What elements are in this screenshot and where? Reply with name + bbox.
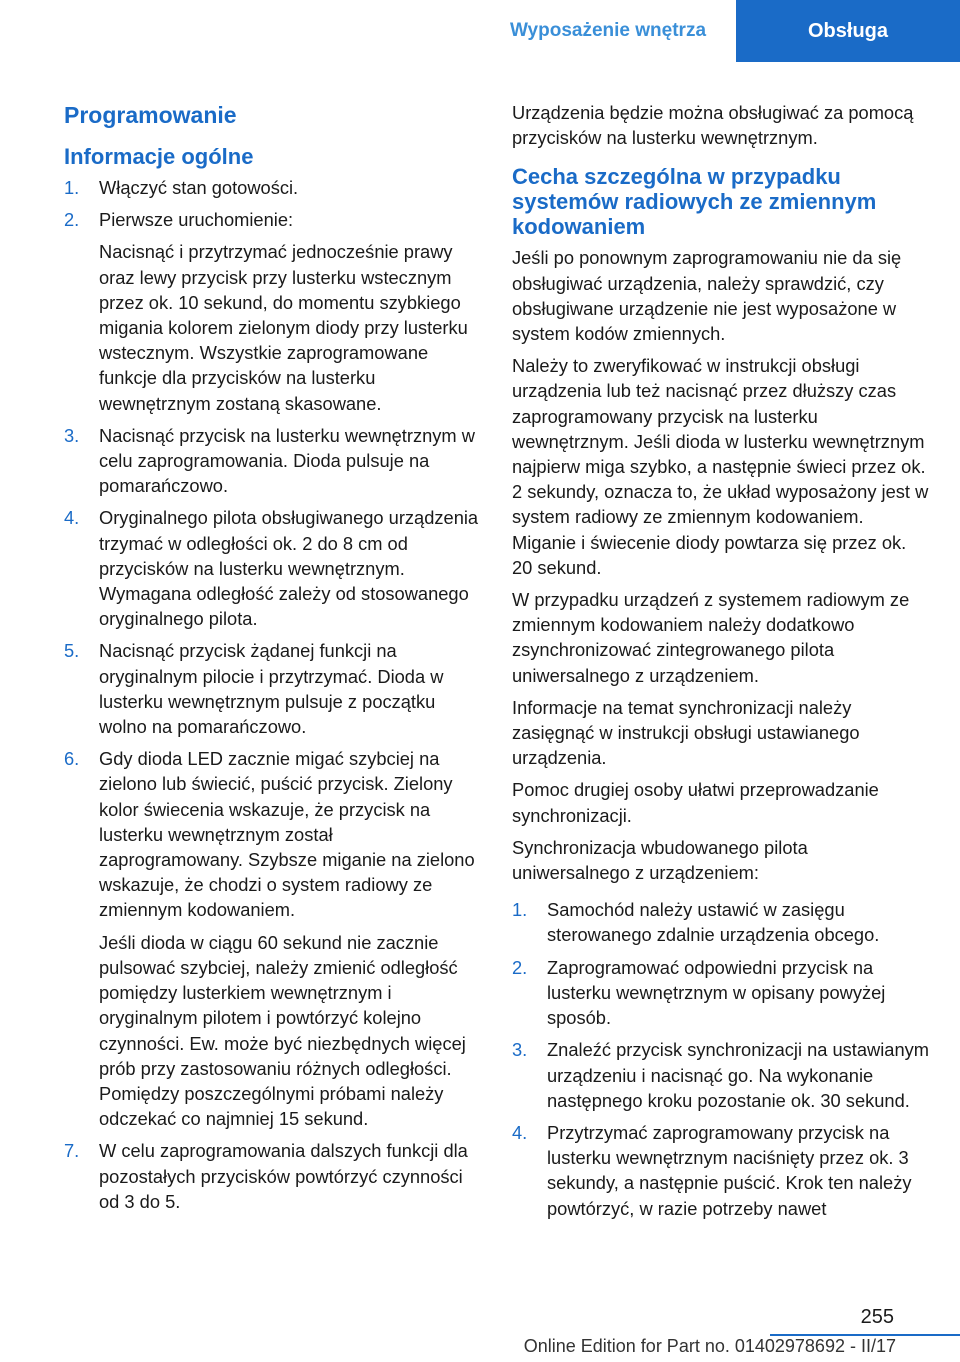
step-text: Zaprogramować odpowiedni przycisk na lusterku wewnętrznym w opisany powyżej sposób. xyxy=(547,956,886,1029)
step-text: Pierwsze uruchomienie: xyxy=(99,209,294,231)
step-number: 4. xyxy=(64,507,80,529)
section-title: Programowanie xyxy=(64,102,237,128)
body-paragraph: Informacje na temat synchronizacji należy zasięgnąć w instrukcji obsługi ustawianego urządzenia. xyxy=(512,696,860,769)
step-text: Gdy dioda LED zacznie migać szybciej na zielono lub świecić, puścić przycisk. Zielony kolor świecenia wskazuje, że przycisk na lusterku wewnętrznym został zaprogramowany. Szybsze miganie na zielono wskazuje, że chodzi o system radiowy ze zmiennym kodowaniem. xyxy=(99,748,475,921)
step-number: 2. xyxy=(64,209,80,231)
intro-paragraph: Urządzenia będzie można obsługiwać za pomocą przycisków na lusterku wewnętrznym. xyxy=(512,102,914,149)
step-text: Samochód należy ustawić w zasięgu sterowanego zdalnie urządzenia obcego. xyxy=(547,899,880,946)
header-chapter-tab: Obsługa xyxy=(736,0,960,62)
step-number: 1. xyxy=(512,899,528,921)
step-number: 3. xyxy=(512,1039,528,1061)
edition-footer: Online Edition for Part no. 01402978692 - II/17 xyxy=(523,1336,896,1356)
header-section-title: Wyposażenie wnętrza xyxy=(509,20,707,41)
page-number: 255 xyxy=(860,1306,894,1328)
list-item xyxy=(64,1138,479,1214)
page-header xyxy=(0,0,960,62)
step-number: 3. xyxy=(64,424,80,446)
step-number: 7. xyxy=(64,1140,80,1162)
step-number: 4. xyxy=(512,1121,528,1143)
body-paragraph: Jeśli po ponownym zaprogramowaniu nie da się obsługiwać urządzenia, należy sprawdzić, czy obsługiwane urządzenie nie jest wyposażone w system kodów zmiennych. xyxy=(512,247,902,345)
step-text: Włączyć stan gotowości. xyxy=(99,177,299,198)
body-paragraph: Należy to zweryfikować w instrukcji obsługi urządzenia lub też nacisnąć przez dłuższy czas zaprogramowany przycisk na lusterku wewnętrznym. Jeśli dioda w lusterku wewnętrznym najpierw miga szybko, a następnie świeci przez ok. 2 sekundy, oznacza to, że układ wyposażony jest w system radiowy ze zmiennym kodowaniem. Miganie i świecenie diody powtarza się przez ok. 20 sekund. xyxy=(512,355,929,578)
list-item xyxy=(64,423,479,499)
step-number: 5. xyxy=(64,640,80,662)
list-item xyxy=(64,175,479,200)
list-item xyxy=(64,505,479,631)
step-number: 1. xyxy=(64,177,80,198)
step-text: Oryginalnego pilota obsługiwanego urządzenia trzymać w odległości ok. 2 do 8 cm od przycisków na lusterku wewnętrznym. Wymagana odległość zależy od stosowanego oryginalnego pilota. xyxy=(99,507,479,630)
step-extra-text: Jeśli dioda w ciągu 60 sekund nie zacznie pulsować szybciej, należy zmienić odległość pomiędzy lusterkiem wewnętrznym i oryginalnym pilotem i powtórzyć kolejno czynności. Ew. może być niezbędnych więcej prób przy zastosowaniu różnych odległości. Pomiędzy poszczególnymi próbami należy odczekać co najmniej 15 sekund. xyxy=(99,931,466,1130)
list-item xyxy=(512,1037,930,1113)
list-item xyxy=(512,1120,930,1221)
step-text: Nacisnąć przycisk na lusterku wewnętrznym w celu zaprogramowania. Dioda pulsuje na pomarańczowo. xyxy=(99,424,475,497)
list-item xyxy=(512,955,930,1031)
programming-steps-list xyxy=(64,175,479,1214)
step-extra-text: Nacisnąć i przytrzymać jednocześnie prawy oraz lewy przycisk przy lusterku wstecznym przez ok. 10 sekund, do momentu szybkiego migania kolorem zielonym diody przy lusterku wstecznym. Wszystkie zaprogramowane funkcje dla przycisków na lusterku wewnętrznym zostaną skasowane. xyxy=(99,241,468,414)
right-column xyxy=(512,100,930,1228)
step-text: W celu zaprogramowania dalszych funkcji dla pozostałych przycisków powtórzyć czynności od 3 do 5. xyxy=(99,1140,468,1212)
list-item xyxy=(64,746,479,1131)
step-text: Nacisnąć przycisk żądanej funkcji na oryginalnym pilocie i przytrzymać. Dioda w lusterku wewnętrznym pulsuje z początku wolno na pomarańczowo. xyxy=(99,640,444,738)
list-item xyxy=(512,897,930,947)
step-number: 2. xyxy=(512,956,528,978)
step-text: Znaleźć przycisk synchronizacji na ustawianym urządzeniu i nacisnąć go. Na wykonanie następnego kroku pozostanie ok. 30 sekund. xyxy=(547,1039,930,1111)
body-paragraph: Synchronizacja wbudowanego pilota uniwersalnego z urządzeniem: xyxy=(512,836,808,884)
body-paragraph: Pomoc drugiej osoby ułatwi przeprowadzanie synchronizacji. xyxy=(512,779,879,826)
step-text: Przytrzymać zaprogramowany przycisk na lusterku wewnętrznym naciśnięty przez ok. 3 sekundy, a następnie puścić. Krok ten należy powtórzyć, w razie potrzeby nawet xyxy=(547,1121,912,1219)
left-column xyxy=(64,100,479,1221)
subsection-title: Cecha szczególna w przypadku systemów radiowych ze zmiennym kodowaniem xyxy=(512,164,877,240)
step-number: 6. xyxy=(64,748,80,770)
body-paragraph: W przypadku urządzeń z systemem radiowym ze zmiennym kodowaniem należy dodatkowo zsynchronizować zintegrowanego pilota uniwersalnego z urządzeniem. xyxy=(512,589,910,686)
synchronization-steps-list xyxy=(512,897,930,1220)
subsection-title: Informacje ogólne xyxy=(64,144,254,169)
list-item xyxy=(64,207,479,416)
list-item xyxy=(64,638,479,739)
